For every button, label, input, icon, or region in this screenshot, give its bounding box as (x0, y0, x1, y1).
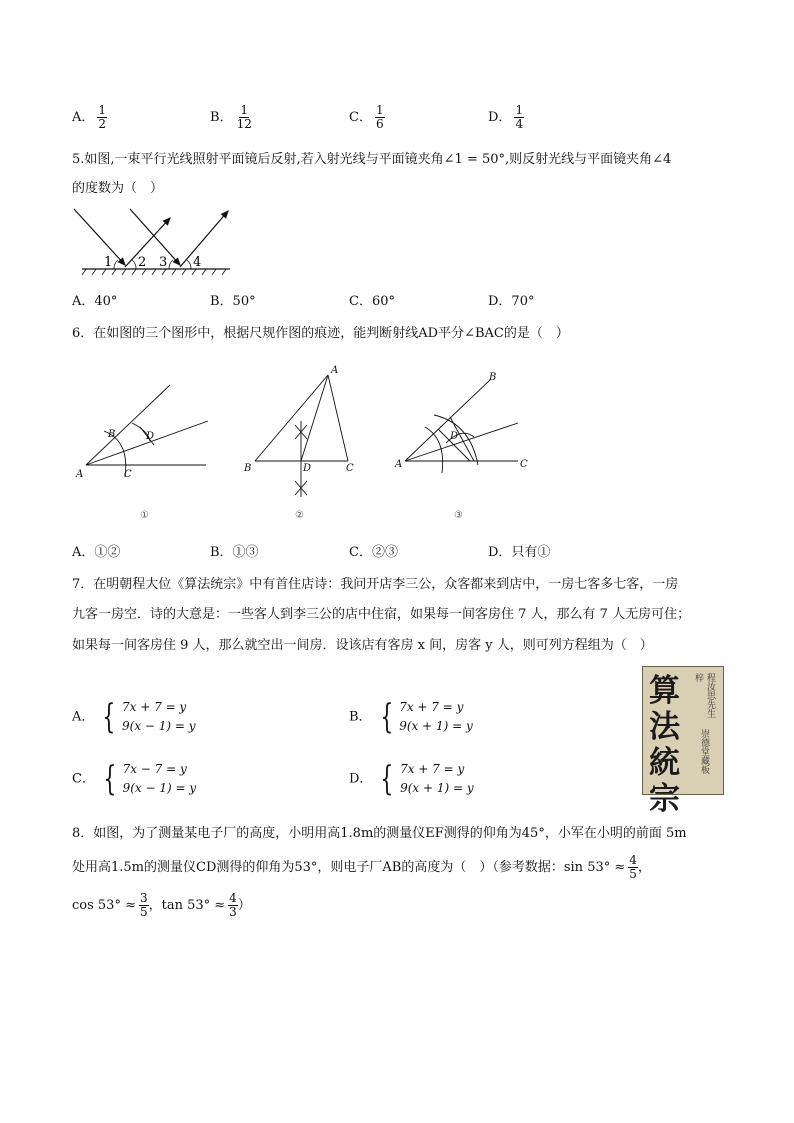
fig3-label-a: A (395, 459, 403, 470)
book-author: 程汝思先生 (705, 673, 715, 718)
angle-label-3: 3 (159, 255, 168, 270)
q4-option-d (488, 104, 524, 131)
fig3-caption: ③ (454, 510, 463, 521)
fig1-label-d: D (146, 431, 155, 442)
angle-label-1: 1 (104, 255, 113, 270)
denominator: 2 (98, 117, 107, 131)
q4-option-b (210, 104, 253, 131)
tan-fraction (228, 892, 238, 919)
fig3-label-c: C (520, 459, 528, 470)
fig2-label-a: A (331, 365, 339, 376)
angle-label-2: 2 (138, 255, 147, 270)
q6-option-c: C．②③ (349, 545, 398, 560)
q6-option-a: A．①② (72, 545, 121, 560)
denominator: 6 (375, 117, 384, 131)
brace: { (103, 759, 117, 799)
denominator: 4 (515, 117, 524, 131)
q8-line-2: 处用高1.5m的测量仪CD测得的仰角为53°，则电子厂AB的高度为（ ）（参考数据：sin 53° ≈ $\frac{4}{5}$ ， (72, 853, 651, 881)
denominator: 5 (629, 867, 637, 881)
equation-1: 7x + 7 = y (122, 700, 187, 714)
fig2-label-b: B (244, 463, 252, 474)
q8-line-2-text: 处用高1.5m的测量仪CD测得的仰角为53°，则电子厂AB的高度为（ ）（参考数据：sin 53° ≈ (72, 860, 626, 875)
book-side-char: 梓 (693, 673, 703, 682)
q6-line-1: 6．在如图的三个图形中，根据尺规作图的痕迹，能判断射线AD平分∠BAC的是（ ） (72, 326, 569, 341)
denominator: 3 (229, 905, 237, 919)
equation-1: 7x + 7 = y (400, 762, 465, 776)
numerator: 4 (629, 853, 637, 867)
book-cover-image (642, 666, 724, 817)
q5-line-1: 5.如图,一束平行光线照射平面镜后反射,若入射光线与平面镜夹角∠1 = 50°,则反射光线与平面镜夹角∠4 (72, 152, 672, 167)
q4-option-a (72, 104, 107, 131)
numerator: 1 (240, 103, 249, 117)
fig1-label-a: A (76, 469, 84, 480)
q7-option-c (72, 760, 196, 798)
numerator: 1 (98, 103, 107, 117)
sin-fraction (628, 854, 638, 881)
fig2-side-ac (328, 375, 348, 461)
option-letter: C． (349, 110, 372, 125)
q5-option-a: A．40° (72, 294, 118, 309)
fraction (514, 104, 524, 131)
q5-option-c: C．60° (349, 294, 395, 309)
book-title: 算法統宗 (649, 673, 680, 817)
equation-1: 7x − 7 = y (122, 762, 187, 776)
q7-option-d (349, 760, 474, 798)
tan-label: ，tan 53° ≈ (148, 898, 226, 913)
q6-option-b: B．①③ (210, 545, 259, 560)
fig1-ray-ab (86, 385, 170, 465)
q5-mirror-figure (70, 205, 240, 275)
fig2-label-d: D (303, 463, 312, 474)
equation-2: 9(x + 1) = y (400, 781, 474, 795)
cos-fraction (139, 892, 149, 919)
q5-option-b: B．50° (210, 294, 256, 309)
fig3-ray-ab (405, 380, 490, 461)
equation-1: 7x + 7 = y (399, 700, 464, 714)
equation-system (99, 760, 196, 798)
numerator: 1 (375, 103, 384, 117)
fraction (375, 104, 385, 131)
q7-line-1: 7．在明朝程大位《算法统宗》中有首住店诗：我问开店李三公，众客都来到店中，一房七客多七客，一房 (72, 577, 679, 592)
option-letter: B． (210, 110, 233, 125)
q5-option-d: D．70° (488, 294, 535, 309)
q5-line-2: 的度数为（ ） (72, 181, 164, 196)
q4-option-c (349, 104, 385, 131)
option-letter: C． (72, 771, 95, 787)
brace: { (379, 697, 393, 737)
fig2-side-ab (255, 375, 328, 461)
q6-construction-figures (70, 365, 540, 525)
fraction (236, 104, 253, 131)
numerator: 4 (229, 891, 237, 905)
option-letter: A． (72, 709, 95, 725)
fraction (97, 104, 107, 131)
q7-line-2: 九客一房空．诗的大意是：一些客人到李三公的店中住宿，如果每一间客房住 7 人，那么有 7 人无房可住； (72, 607, 691, 622)
fig3-label-d: D (450, 431, 459, 442)
fig2-label-c: C (346, 463, 354, 474)
q7-line-3: 如果每一间客房住 9 人，那么就空出一间房．设该店有客房 x 间，房客 y 人，则可列方程组为（ ） (72, 638, 653, 653)
brace: { (102, 697, 116, 737)
brace: { (380, 759, 394, 799)
numerator: 3 (139, 891, 148, 905)
fig1-ray-ad (86, 421, 208, 465)
equation-2: 9(x − 1) = y (122, 719, 196, 733)
fig3-arc-1 (425, 427, 443, 473)
fig3-label-b: B (489, 372, 497, 383)
q8-line-3 (72, 892, 251, 919)
angle-label-4: 4 (193, 255, 202, 270)
fig1-label-c: C (124, 469, 132, 480)
option-letter: D． (349, 771, 373, 787)
incident-ray-1 (74, 209, 125, 265)
numerator: 1 (515, 103, 524, 117)
fig1-caption: ① (140, 510, 149, 521)
q6-option-d: D．只有① (488, 545, 551, 560)
option-letter: B． (349, 709, 372, 725)
fig2-caption: ② (295, 510, 304, 521)
q7-option-b (349, 698, 473, 736)
reflected-ray-2 (180, 211, 228, 267)
equation-system (98, 698, 195, 736)
book-publisher: 崇德堂藏板 (699, 729, 709, 774)
fig2-line-ad (301, 375, 328, 461)
fig3-ray-ad (405, 423, 518, 461)
option-letter: D． (488, 110, 512, 125)
fig1-label-b: B (108, 429, 116, 440)
equation-2: 9(x − 1) = y (122, 781, 197, 795)
equation-system (376, 698, 473, 736)
q8-line-1: 8．如图，为了测量某电子厂的高度，小明用高1.8m的测量仪EF测得的仰角为45°，小军在小明的前面 5m (72, 826, 687, 841)
equation-2: 9(x + 1) = y (399, 719, 473, 733)
equation-system (376, 760, 473, 798)
closing-paren: ） (237, 898, 251, 913)
denominator: 5 (139, 905, 148, 919)
denominator: 12 (236, 117, 252, 131)
cos-label: cos 53° ≈ (72, 898, 136, 913)
q7-option-a (72, 698, 196, 736)
option-letter: A． (72, 110, 95, 125)
